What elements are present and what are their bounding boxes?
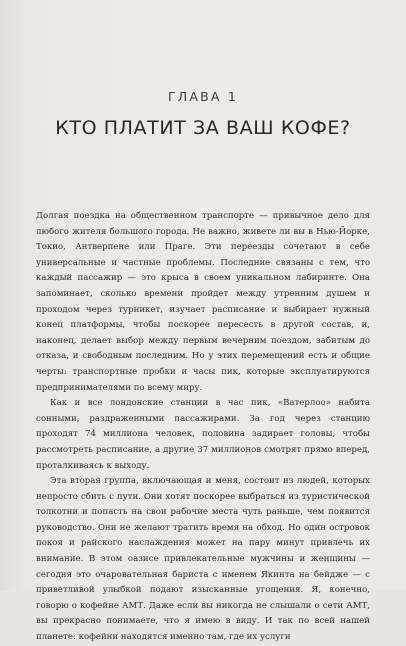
chapter-title: КТО ПЛАТИТ ЗА ВАШ КОФЕ?: [55, 117, 351, 139]
paragraph-1: Долгая поездка на общественном транспорте — привычное дело для любого жителя большого города. Не важно, живете ли вы в Нью-Йорке, Токио, Антверпене или Праге. Эти переезды сочетают в себе универсальные и частные проблемы. Последние связаны с тем, что каждый пассажир — это крыса в своем уникальном лабиринте. Она запоминает, сколько времени пройдет между утренним душем и проходом через турникет, изучает расписание и выбирает нужный конец платформы, чтобы поскорее пересесть в другой состав, и, наконец, делает выбор между первым вечерним поездом, забитым до отказа, и свободным последним. Но у этих перемещений есть и общие черты: транспортные пробки и часы пик, которые эксплуатируются предпринимателями по всему миру.: [36, 211, 370, 393]
paragraph-2: Как и все лондонские станции в час пик, «Ватерлоо» набита сонными, раздраженными пассажирами. За год через станцию проходят 74 миллиона человек, половина задирает головы, чтобы рассмотреть расписание, а другие 37 миллионов смотрят прямо вперед, проталкиваясь к выходу.: [36, 398, 370, 471]
body-text: [36, 209, 370, 646]
chapter-label: ГЛАВА 1: [167, 89, 239, 104]
paragraph-3: Эта вторая группа, включающая и меня, состоит из людей, которых непросто сбить с пути. Они хотят поскорее выбраться из туристической толкотни и попасть на свои рабочие места чуть раньше, чем появится руководство. Они не желают тратить время на обход. Но один островок покоя и райского наслаждения может на пару минут привлечь их внимание. В этом оазисе привлекательные мужчины и женщины — сегодня это очаровательная бариста с именем Якинта на бейдже — с приветливой улыбкой подают изысканные угощения. Я, конечно, говорю о кофейне АМТ. Даже если вы никогда не слышали о сети АМТ, вы прекрасно понимаете, что я имею в виду. И так по всей нашей планете: кофейни находятся именно там, где их услуги: [36, 476, 370, 643]
